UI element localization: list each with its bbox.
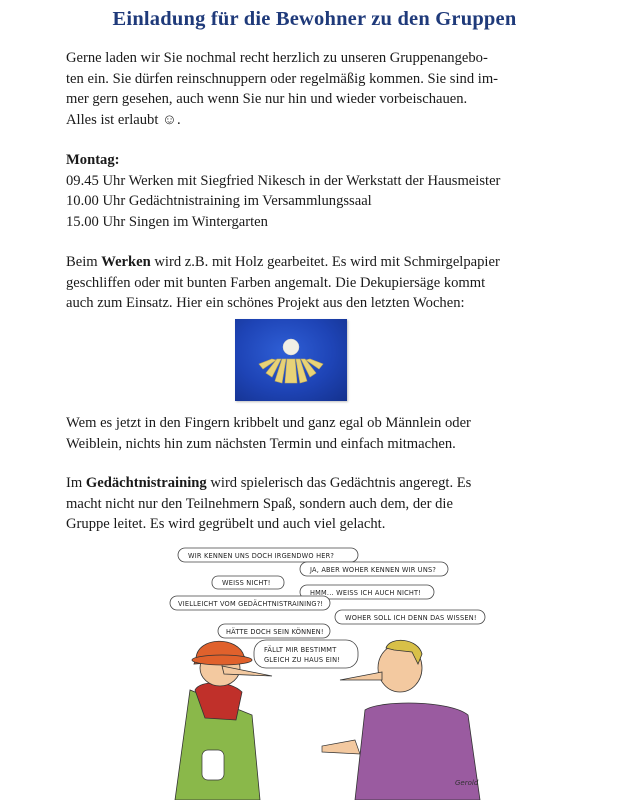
bubble-text: WOHER SOLL ICH DENN DAS WISSEN! bbox=[345, 614, 477, 622]
intro-paragraph bbox=[66, 48, 566, 130]
intro-line: Gerne laden wir Sie nochmal recht herzlich zu unseren Gruppenangebo- bbox=[66, 50, 488, 66]
bubble-text: WIR KENNEN UNS DOCH IRGENDWO HER? bbox=[188, 552, 335, 560]
woman-figure bbox=[175, 641, 272, 800]
memory-cartoon bbox=[150, 540, 490, 800]
cartoon-signature: Gerold bbox=[455, 779, 479, 787]
memory-line: Gruppe leitet. Es wird gegrübelt und auch viel gelacht. bbox=[66, 516, 386, 533]
bubble-text: GLEICH ZU HAUS EIN! bbox=[264, 656, 341, 664]
schedule-section bbox=[66, 150, 566, 232]
bubble-text: HMM... WEISS ICH AUCH NICHT! bbox=[310, 589, 422, 597]
page-title: Einladung für die Bewohner zu den Gruppen bbox=[112, 8, 517, 30]
cartoon-drawing bbox=[150, 540, 490, 800]
memory-bold: Gedächtnistraining bbox=[85, 475, 207, 491]
bubble-text: VIELLEICHT VOM GEDÄCHTNISTRAINING?! bbox=[178, 600, 324, 608]
werken-text: wird z.B. mit Holz gearbeitet. Es wird mit Schmirgelpapier bbox=[150, 254, 500, 270]
schedule-item: 10.00 Uhr Gedächtnistraining im Versammlungssaal bbox=[66, 193, 372, 210]
schedule-heading-text: Montag: bbox=[66, 152, 120, 168]
schedule-heading bbox=[66, 150, 566, 171]
invite-line: Wem es jetzt in den Fingern kribbelt und ganz egal ob Männlein oder bbox=[66, 415, 471, 431]
memory-text: Im bbox=[66, 475, 86, 491]
invite-line: Weiblein, nichts hin zum nächsten Termin und einfach mitmachen. bbox=[66, 435, 456, 452]
invite-paragraph bbox=[66, 413, 566, 454]
werken-text: Beim bbox=[66, 254, 102, 270]
memory-paragraph bbox=[66, 473, 566, 535]
memory-text: wird spielerisch das Gedächtnis angeregt. Es bbox=[206, 475, 472, 491]
schedule-item: 09.45 Uhr Werken mit Siegfried Nikesch in der Werkstatt der Hausmeister bbox=[66, 172, 501, 189]
bubble-text: HÄTTE DOCH SEIN KÖNNEN! bbox=[226, 628, 324, 636]
werken-line: geschliffen oder mit bunten Farben angemalt. Die Dekupiersäge kommt bbox=[66, 274, 486, 291]
memory-line bbox=[66, 473, 566, 494]
werken-line bbox=[66, 252, 566, 273]
angel-figure-icon bbox=[235, 319, 347, 401]
schedule-item: 15.00 Uhr Singen im Wintergarten bbox=[66, 213, 268, 230]
intro-line: mer gern gesehen, auch wenn Sie nur hin und wieder vorbeischauen. bbox=[66, 91, 468, 108]
werken-bold: Werken bbox=[101, 254, 151, 270]
intro-line: Alles ist erlaubt ☺. bbox=[66, 111, 181, 128]
angel-craft-photo bbox=[235, 319, 347, 401]
memory-line: macht nicht nur den Teilnehmern Spaß, sondern auch dem, der die bbox=[66, 495, 453, 512]
werken-paragraph bbox=[66, 252, 566, 314]
bubble-text: WEISS NICHT! bbox=[222, 579, 271, 587]
bubble-text: FÄLLT MIR BESTIMMT bbox=[264, 646, 337, 654]
bubble-text: JA, ABER WOHER KENNEN WIR UNS? bbox=[310, 566, 437, 574]
intro-line: ten ein. Sie dürfen reinschnuppern oder regelmäßig kommen. Sie sind im- bbox=[66, 70, 499, 87]
werken-line: auch zum Einsatz. Hier ein schönes Projekt aus den letzten Wochen: bbox=[66, 295, 465, 312]
